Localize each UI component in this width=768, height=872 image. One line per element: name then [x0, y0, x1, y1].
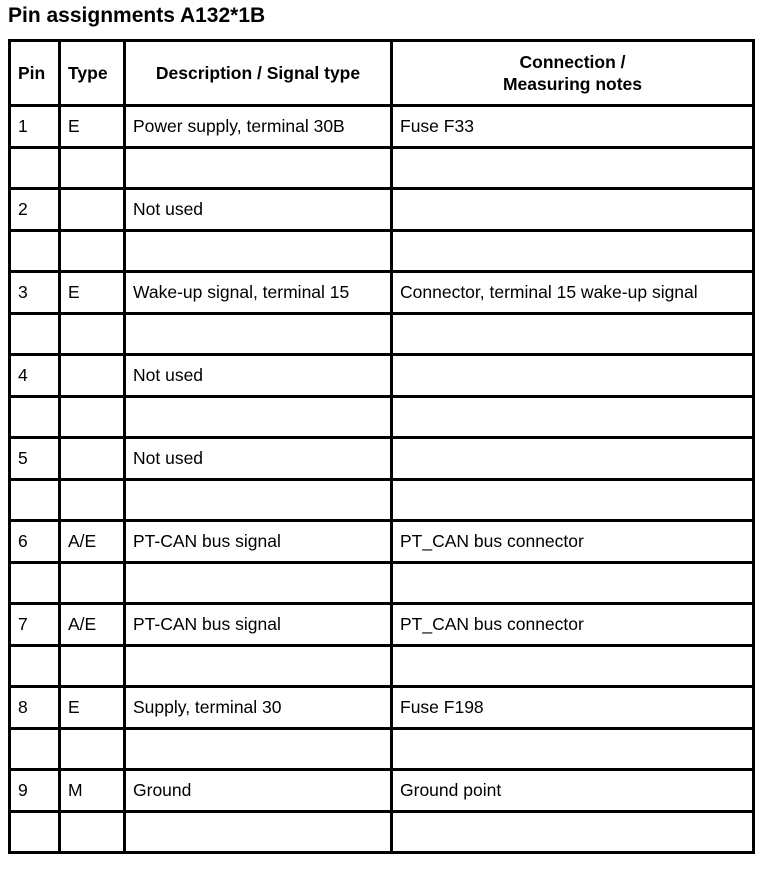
table-spacer-row [10, 397, 754, 438]
cell-type: M [60, 770, 125, 812]
cell-empty [60, 563, 125, 604]
header-connection-line2: Measuring notes [502, 74, 643, 94]
cell-empty [10, 729, 60, 770]
cell-connection: PT_CAN bus connector [392, 521, 754, 563]
cell-empty [125, 646, 392, 687]
cell-empty [60, 148, 125, 189]
header-connection-line1: Connection / [519, 52, 626, 72]
table-spacer-row [10, 314, 754, 355]
cell-empty [125, 812, 392, 853]
table-spacer-row [10, 646, 754, 687]
table-header-row [10, 41, 754, 106]
cell-type: E [60, 687, 125, 729]
cell-empty [125, 397, 392, 438]
cell-empty [125, 729, 392, 770]
cell-pin: 7 [10, 604, 60, 646]
cell-type: A/E [60, 604, 125, 646]
cell-empty [60, 314, 125, 355]
table-row [10, 106, 754, 148]
table-row [10, 521, 754, 563]
cell-empty [60, 480, 125, 521]
cell-description: Not used [125, 355, 392, 397]
cell-empty [60, 812, 125, 853]
cell-empty [10, 148, 60, 189]
table-spacer-row [10, 563, 754, 604]
cell-description: PT-CAN bus signal [125, 521, 392, 563]
table-row [10, 604, 754, 646]
table-row [10, 272, 754, 314]
cell-empty [392, 314, 754, 355]
cell-connection [392, 355, 754, 397]
cell-empty [392, 812, 754, 853]
cell-connection: Ground point [392, 770, 754, 812]
table-row [10, 355, 754, 397]
table-spacer-row [10, 148, 754, 189]
cell-connection [392, 189, 754, 231]
cell-type: E [60, 106, 125, 148]
cell-empty [10, 480, 60, 521]
cell-empty [392, 397, 754, 438]
cell-description: PT-CAN bus signal [125, 604, 392, 646]
page-title: Pin assignments A132*1B [8, 4, 266, 27]
cell-empty [60, 646, 125, 687]
header-connection [392, 41, 754, 106]
cell-pin: 6 [10, 521, 60, 563]
cell-type [60, 438, 125, 480]
cell-empty [125, 231, 392, 272]
cell-empty [10, 812, 60, 853]
cell-pin: 4 [10, 355, 60, 397]
table-spacer-row [10, 231, 754, 272]
cell-empty [392, 480, 754, 521]
cell-type [60, 189, 125, 231]
cell-connection [392, 438, 754, 480]
pin-assignment-table [8, 39, 755, 854]
cell-connection: Fuse F33 [392, 106, 754, 148]
cell-description: Wake-up signal, terminal 15 [125, 272, 392, 314]
cell-empty [10, 231, 60, 272]
cell-empty [125, 148, 392, 189]
cell-connection: PT_CAN bus connector [392, 604, 754, 646]
cell-empty [392, 563, 754, 604]
cell-empty [392, 148, 754, 189]
header-pin: Pin [10, 41, 60, 106]
cell-empty [125, 480, 392, 521]
table-spacer-row [10, 729, 754, 770]
cell-empty [125, 563, 392, 604]
table-spacer-row [10, 812, 754, 853]
cell-pin: 5 [10, 438, 60, 480]
cell-pin: 3 [10, 272, 60, 314]
cell-empty [125, 314, 392, 355]
header-description: Description / Signal type [125, 41, 392, 106]
cell-description: Not used [125, 438, 392, 480]
cell-empty [392, 646, 754, 687]
cell-empty [392, 231, 754, 272]
table-row [10, 438, 754, 480]
cell-type: A/E [60, 521, 125, 563]
cell-empty [60, 729, 125, 770]
cell-empty [10, 563, 60, 604]
cell-empty [60, 397, 125, 438]
table-row [10, 687, 754, 729]
cell-empty [10, 646, 60, 687]
cell-description: Ground [125, 770, 392, 812]
table-row [10, 770, 754, 812]
cell-description: Supply, terminal 30 [125, 687, 392, 729]
cell-pin: 1 [10, 106, 60, 148]
cell-connection: Fuse F198 [392, 687, 754, 729]
cell-empty [10, 397, 60, 438]
cell-pin: 9 [10, 770, 60, 812]
cell-type: E [60, 272, 125, 314]
table-row [10, 189, 754, 231]
cell-pin: 8 [10, 687, 60, 729]
cell-empty [392, 729, 754, 770]
cell-pin: 2 [10, 189, 60, 231]
cell-empty [60, 231, 125, 272]
cell-empty [10, 314, 60, 355]
cell-connection: Connector, terminal 15 wake-up signal [392, 272, 754, 314]
header-type: Type [60, 41, 125, 106]
table-spacer-row [10, 480, 754, 521]
cell-description: Power supply, terminal 30B [125, 106, 392, 148]
cell-description: Not used [125, 189, 392, 231]
cell-type [60, 355, 125, 397]
